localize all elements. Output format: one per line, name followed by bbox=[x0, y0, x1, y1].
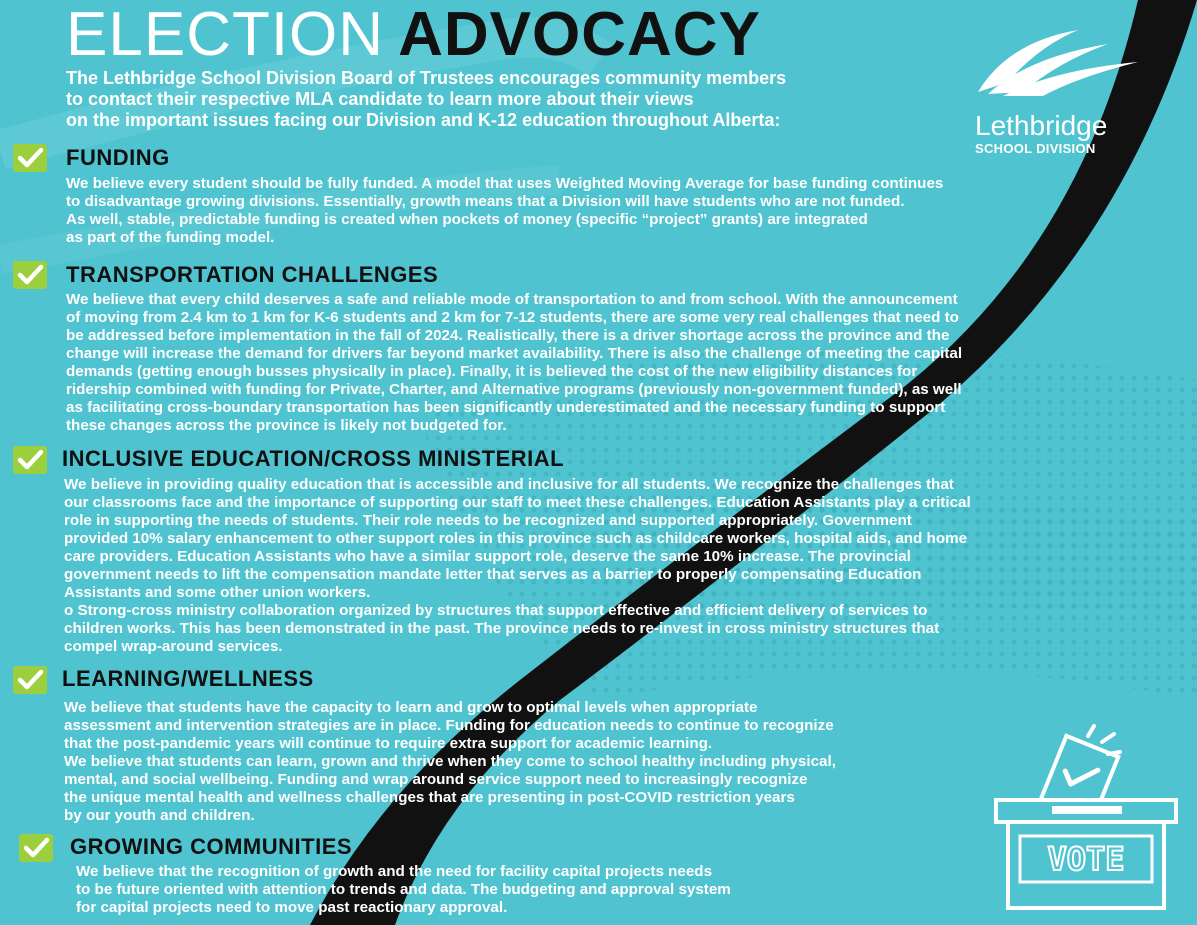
section-title-transportation: TRANSPORTATION CHALLENGES bbox=[66, 262, 439, 287]
checkmark-icon bbox=[12, 665, 48, 695]
checkmark-icon bbox=[18, 833, 54, 863]
vote-label: VOTE bbox=[1047, 840, 1125, 878]
checkmark-icon bbox=[12, 143, 48, 173]
section-title-inclusive-education: INCLUSIVE EDUCATION/CROSS MINISTERIAL bbox=[62, 446, 565, 471]
logo-name: Lethbridge bbox=[975, 110, 1108, 141]
ballot-box-icon bbox=[990, 722, 1180, 912]
section-title-growing-communities: GROWING COMMUNITIES bbox=[70, 834, 353, 859]
section-title-learning-wellness: LEARNING/WELLNESS bbox=[62, 666, 314, 691]
section-body-growing-communities: We believe that the recognition of growth and the need for facility capital projects needs to be future oriented with attention to trends and data. The budgeting and approval system for capital projects need to move past reactionary approval. bbox=[76, 863, 731, 916]
section-body-funding: We believe every student should be fully funded. A model that uses Weighted Moving Average for base funding continues to disadvantage growing divisions. Essentially, growth means that a Division will have students who are not funded. As well, stable, predictable funding is created when pockets of money (specific “project” grants) are integrated as part of the funding model. bbox=[66, 175, 944, 246]
intro-paragraph: The Lethbridge School Division Board of Trustees encourages community members to contact their respective MLA candidate to learn more about their views on the important issues facing our Division and K-12 education throughout Alberta: bbox=[66, 68, 787, 130]
section-body-learning-wellness: We believe that students have the capacity to learn and grow to optimal levels when appropriate assessment and intervention strategies are in place. Funding for education needs to continue to recognize that the post-pandemic years will continue to require extra support for academic learning. We believe that students can learn, grown and thrive when they come to school healthy including physical, mental, and social wellbeing. Funding and wrap around service support need to increasingly recognize the unique mental health and wellness challenges that are presenting in post-COVID restriction years by our youth and children. bbox=[64, 699, 836, 824]
title-advocacy: ADVOCACY bbox=[398, 0, 761, 69]
section-body-transportation: We believe that every child deserves a safe and reliable mode of transportation to and from school. With the announcement of moving from 2.4 km to 1 km for K-6 students and 2 km for 7-12 students, there are some very real challenges that need to be addressed before implementation in the fall of 2024. Realistically, there is a driver shortage across the province and the change will increase the demand for drivers far beyond market availability. There is also the challenge of meeting the capital demands (getting enough busses physically in place). Finally, it is believed the cost of the new eligibility distances for ridership combined with funding for Private, Charter, and Alternative programs (previously non-government funded), as well as facilitating cross-boundary transportation has been significantly underestimated and the necessary funding to support these changes across the province is likely not budgeted for. bbox=[66, 291, 963, 434]
section-title-funding: FUNDING bbox=[66, 145, 170, 170]
title-election: ELECTION bbox=[66, 0, 385, 69]
checkmark-icon bbox=[12, 260, 48, 290]
section-body-inclusive-education: We believe in providing quality education that is accessible and inclusive for all students. We recognize the challenges that our classrooms face and the importance of supporting our staff to meet these challenges. Education Assistants play a critical role in supporting the needs of students. Their role needs to be recognized and supported appropriately. Government provided 10% salary enhancement to other support roles in this province such as childcare workers, hospital aids, and home care providers. Education Assistants who have a similar support role, deserve the same 10% increase. The provincial government needs to lift the compensation mandate letter that serves as a barrier to properly compensating Education Assistants and some other union workers. o Strong-cross ministry collaboration organized by structures that support effective and efficient delivery of services to children works. This has been demonstrated in the past. The province needs to re-invest in cross ministry structures that compel wrap-around services. bbox=[64, 476, 971, 655]
page-title bbox=[66, 2, 761, 68]
logo-subtitle: SCHOOL DIVISION bbox=[975, 141, 1096, 156]
checkmark-icon bbox=[12, 445, 48, 475]
